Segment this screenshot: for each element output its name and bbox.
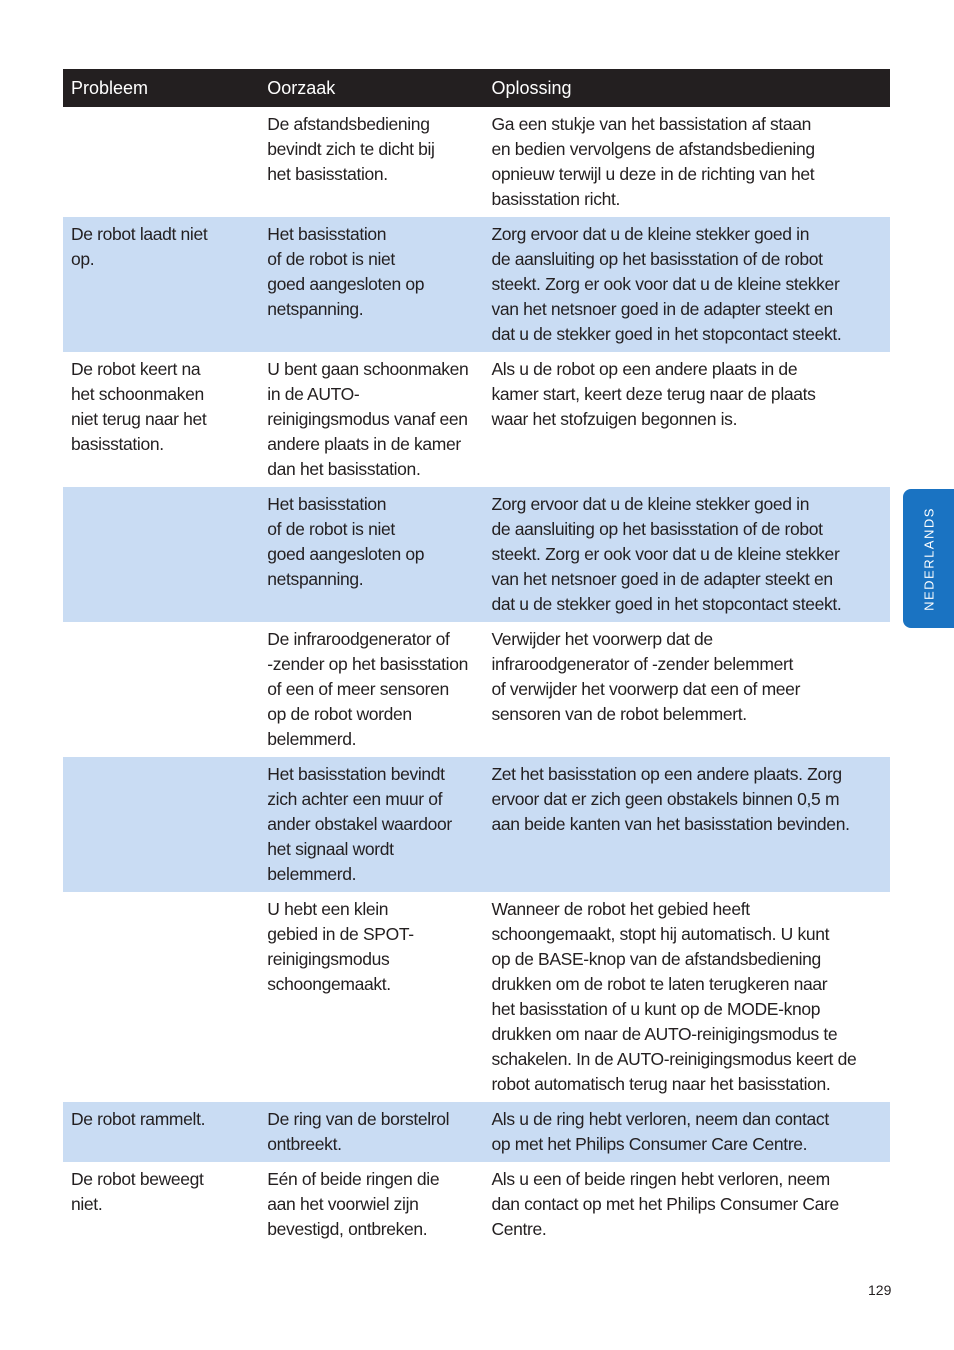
solution-cell: Als u een of beide ringen hebt verloren, neem dan contact op met het Philips Consumer Care Centre. [491, 1169, 839, 1239]
problem-cell [63, 487, 259, 622]
solution-cell: Verwijder het voorwerp dat de infraroodgenerator of -zender belemmert of verwijder het voorwerp dat een of meer sensoren van de robot belemmert. [491, 629, 801, 724]
troubleshooting-table [63, 69, 890, 1247]
table-row [63, 487, 890, 622]
cause-cell: Het basisstation bevindt zich achter een muur of ander obstakel waardoor het signaal wordt belemmerd. [259, 757, 483, 892]
cause-cell: Het basisstation of de robot is niet goed aangesloten op netspanning. [259, 487, 483, 622]
problem-cell: De robot rammelt. [63, 1102, 259, 1162]
language-tab-label: NEDERLANDS [921, 506, 936, 611]
header-solution: Oplossing [483, 69, 890, 107]
table-row [63, 622, 890, 757]
cause-cell: Eén of beide ringen die aan het voorwiel zijn bevestigd, ontbreken. [267, 1169, 440, 1239]
solution-cell: Ga een stukje van het bassistation af staan en bedien vervolgens de afstandsbediening opnieuw terwijl u deze in de richting van het basisstation richt. [491, 114, 815, 209]
cause-cell: Het basisstation of de robot is niet goed aangesloten op netspanning. [259, 217, 483, 352]
cause-cell: De infraroodgenerator of -zender op het basisstation of een of meer sensoren op de robot worden belemmerd. [267, 629, 468, 749]
problem-cell [63, 622, 259, 757]
table-row [63, 217, 890, 352]
header-problem: Probleem [63, 69, 259, 107]
problem-cell [63, 107, 259, 217]
problem-cell: De robot laadt niet op. [63, 217, 259, 352]
solution-cell: Zorg ervoor dat u de kleine stekker goed in de aansluiting op het basisstation of de robot steekt. Zorg er ook voor dat u de kleine stekker van het netsnoer goed in de adapter steekt en dat u de stekker goed in het stopcontact steekt. [483, 217, 890, 352]
language-side-tab [903, 489, 954, 628]
problem-cell [63, 757, 259, 892]
cause-cell: De ring van de borstelrol ontbreekt. [259, 1102, 483, 1162]
table-header-row [63, 69, 890, 107]
problem-cell [63, 892, 259, 1102]
cause-cell: U bent gaan schoonmaken in de AUTO- reinigingsmodus vanaf een andere plaats in de kamer dan het basisstation. [267, 359, 469, 479]
table-row [63, 892, 890, 1102]
solution-cell: Wanneer de robot het gebied heeft schoongemaakt, stopt hij automatisch. U kunt op de BASE-knop van de afstandsbediening drukken om de robot te laten terugkeren naar het basisstation of u kunt op de MODE-knop drukken om naar de AUTO-reinigingsmodus te schakelen. In de AUTO-reinigingsmodus keert de robot automatisch terug naar het basisstation. [491, 899, 857, 1094]
header-cause: Oorzaak [259, 69, 483, 107]
problem-cell: De robot beweegt niet. [71, 1169, 204, 1214]
table-row [63, 757, 890, 892]
solution-cell: Als u de robot op een andere plaats in de kamer start, keert deze terug naar de plaats waar het stofzuigen begonnen is. [491, 359, 816, 429]
table-row [63, 107, 890, 217]
solution-cell: Zet het basisstation op een andere plaats. Zorg ervoor dat er zich geen obstakels binnen 0,5 m aan beide kanten van het basisstation bevinden. [483, 757, 890, 892]
problem-cell: De robot keert na het schoonmaken niet terug naar het basisstation. [71, 359, 207, 454]
solution-cell: Zorg ervoor dat u de kleine stekker goed in de aansluiting op het basisstation of de robot steekt. Zorg er ook voor dat u de kleine stekker van het netsnoer goed in de adapter steekt en dat u de stekker goed in het stopcontact steekt. [483, 487, 890, 622]
table-row [63, 352, 890, 487]
table-row [63, 1162, 890, 1247]
cause-cell: U hebt een klein gebied in de SPOT- reinigingsmodus schoongemaakt. [267, 899, 414, 994]
cause-cell: De afstandsbediening bevindt zich te dicht bij het basisstation. [267, 114, 435, 184]
solution-cell: Als u de ring hebt verloren, neem dan contact op met het Philips Consumer Care Centre. [483, 1102, 890, 1162]
page-number: 129 [868, 1282, 892, 1298]
table-row [63, 1102, 890, 1162]
